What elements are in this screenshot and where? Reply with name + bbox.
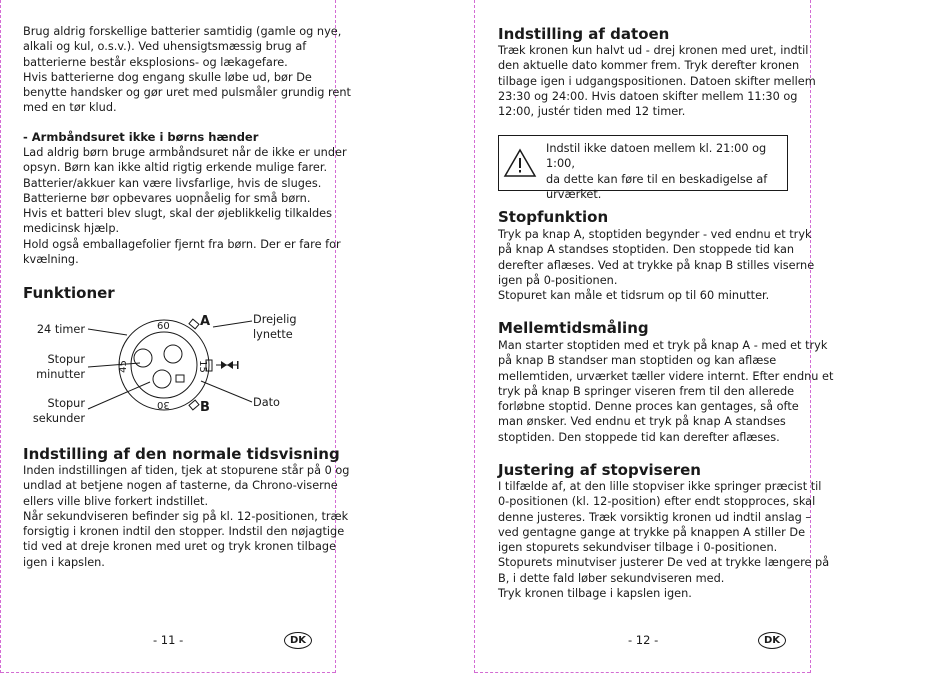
split-time-heading: Mellemtidsmåling	[498, 319, 649, 337]
label-rotating-bezel: Drejelig lynette	[253, 313, 297, 341]
date-window	[176, 375, 184, 382]
children-warning-paragraph: Lad aldrig børn bruge armbåndsuret når de ikke er under opsyn. Børn kan ikke altid rigtig erkende mulige farer. Batterier/akkuer kan være livsfarlige, hvis de sluges. Batterierne bør opbevares uopnåelig for små børn. Hvis et batteri blev slugt, skal der øjeblikkelig tilkaldes medicinsk hjælp. Hold også emballagefolier fjernt fra børn. Der er fare for kvælning.	[23, 146, 347, 267]
button-a-label: A	[200, 314, 211, 329]
warning-icon	[503, 148, 537, 178]
bezel-mark-45: 45	[117, 360, 129, 373]
pointer-line-24h	[88, 329, 127, 335]
split-time-paragraph: Man starter stoptiden med et tryk på knap A - med et tryk på knap B standser man stoptiden og kan aflæse mellemtiden, urværket tæller videre internt. Efter endnu et tryk på knap B springer viseren frem til den allerede forløbne stoptid. Denne proces kan gentages, så ofte man ønsker. Ved endnu et tryk på knap A standses stoptiden. Den stoppede tid kan derefter aflæses.	[498, 339, 834, 444]
label-24-hours: 24 timer	[36, 323, 85, 336]
bezel-mark-30: 30	[157, 399, 170, 410]
crown-arrow-left	[227, 361, 233, 369]
pointer-line-date	[201, 381, 252, 402]
stop-function-paragraph: Tryk pa knap A, stoptiden begynder - ved endnu et tryk på knap A standses stoptiden. Den stoppede tid kan derefter aflæses. Ved at trykke på knap B stilles viserne igen på 0-positionen. Stopuret kan måle et tidsrum op til 60 minutter.	[498, 228, 815, 303]
bezel-mark-60: 60	[157, 321, 170, 332]
battery-warning-paragraph: Brug aldrig forskellige batterier samtidig (gamle og nye, alkali og kul, o.s.v.). Ved uhensigtsmæssig brug af batterierne består eksplosions- og lækagefare. Hvis batterierne dog engang skulle løbe ud, bør De benytte handsker og gør uret med pulsmåler grundig rent med en tør klud.	[23, 25, 351, 115]
warning-text: Indstil ikke datoen mellem kl. 21:00 og 1:00, da dette kan føre til en beskadigelse af urværket.	[546, 142, 768, 201]
pointer-line-seconds	[88, 382, 150, 409]
pointer-line-minutes	[88, 363, 140, 367]
subdial-left	[134, 349, 152, 367]
button-a-shape	[189, 319, 199, 329]
subdial-bottom	[153, 370, 171, 388]
label-stopwatch-minutes: Stopur minutter	[36, 353, 85, 381]
dk-badge-left: DK	[284, 632, 312, 649]
stop-hand-adjust-paragraph: I tilfælde af, at den lille stopviser ikke springer præcist til 0-positionen (kl. 12-position) efter endt stopproces, skal denne justeres. Træk vorsiktig kronen ud indtil anslag – ved gentagne gange at trykke på knappen A stiller De igen stopurets sekundviser tilbage i 0-positionen. Stopurets minutviser justerer De ved at trykke længere på B, i dette fald løber sekundviseren med. Tryk kronen tilbage i kapslen igen.	[498, 480, 830, 601]
date-setting-heading: Indstilling af datoen	[498, 25, 670, 43]
page-number-right: - 12 -	[628, 633, 659, 647]
stop-function-heading: Stopfunktion	[498, 208, 609, 226]
crown-arrow-right	[221, 361, 227, 369]
label-date: Dato	[253, 396, 280, 409]
label-stopwatch-seconds: Stopur sekunder	[32, 397, 85, 425]
pointer-line-bezel	[213, 321, 252, 327]
date-setting-paragraph: Træk kronen kun halvt ud - drej kronen med uret, indtil den aktuelle dato kommer frem. Tryk derefter kronen tilbage igen i udgangspositionen. Datoen skifter mellem 23:30 og 24:00. Hvis datoen skifter mellem 11:30 og 12:00, justér tiden med 12 timer.	[498, 44, 816, 119]
dk-badge-right: DK	[758, 632, 786, 649]
page-number-left: - 11 -	[153, 633, 184, 647]
stop-hand-adjust-heading: Justering af stopviseren	[498, 461, 701, 479]
date-warning-box	[498, 135, 788, 201]
watch-diagram	[0, 305, 336, 435]
button-b-label: B	[200, 400, 210, 415]
time-setting-heading: Indstilling af den normale tidsvisning	[23, 445, 340, 463]
bezel-mark-15: 15	[196, 360, 208, 373]
subdial-right	[164, 345, 182, 363]
time-setting-paragraph: Inden indstillingen af tiden, tjek at stopurene står på 0 og undlad at betjene nogen af tasterne, da Chrono-viserne ellers ville blive forkert indstillet. Når sekundviseren befinder sig på kl. 12-positionen, træk forsigtig i kronen indtil den stopper. Indstil den nøjagtige tid ved at dreje kronen med uret og tryk kronen tilbage igen i kapslen.	[23, 464, 350, 569]
children-warning-subheading: - Armbåndsuret ikke i børns hænder	[23, 130, 259, 144]
functions-heading: Funktioner	[23, 284, 115, 302]
